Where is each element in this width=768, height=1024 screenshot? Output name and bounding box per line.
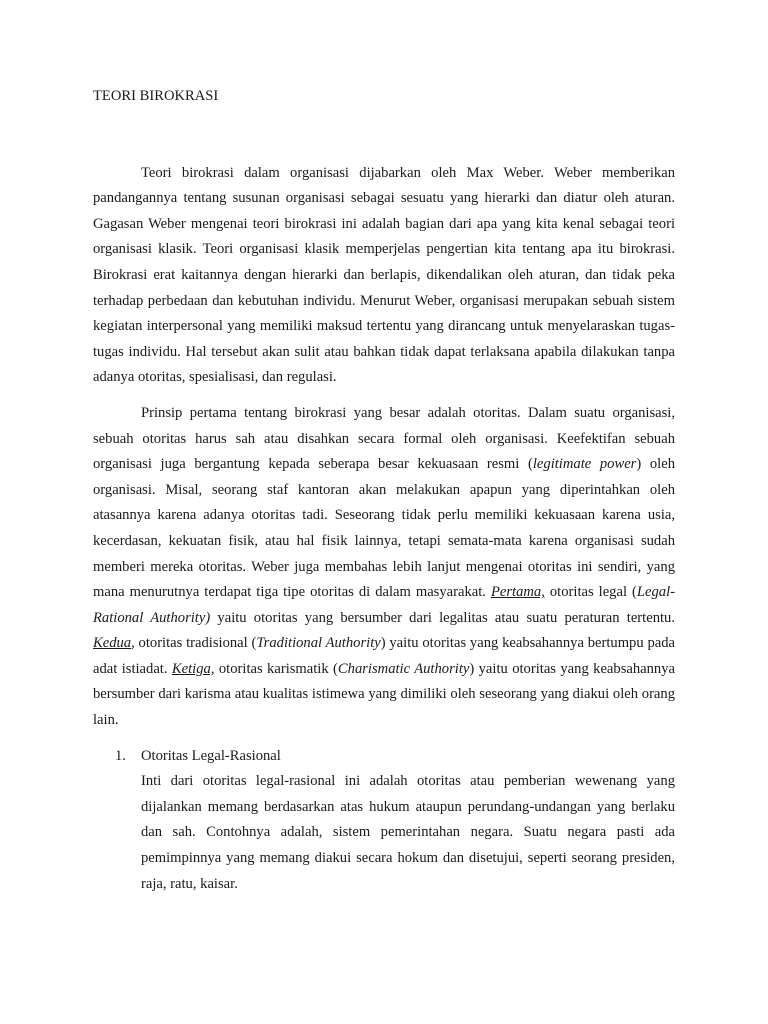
term-legitimate-power: legitimate power xyxy=(532,456,637,473)
paragraph-text: ) yaitu otoritas yang keabsahannya bersumber dari karisma atau kualitas istimewa yang dimiliki oleh seseorang yang diakui oleh orang lain. xyxy=(93,660,675,729)
term-pertama: Pertama, xyxy=(490,584,545,601)
list-heading: Otoritas Legal-Rasional xyxy=(141,747,281,764)
list-item xyxy=(93,744,675,898)
paragraph-authority xyxy=(93,401,675,734)
paragraph-text: ) oleh organisasi. Misal, seorang staf kantoran akan melakukan apapun yang diperintahkan oleh atasannya karena adanya otoritas tadi. Seseorang tidak perlu memiliki kekuasaan karena usia, kecerdasan, kekuatan fisik, atau hal fisik lainnya, tetapi semata-mata karena organisasi sudah memberi mereka otoritas. Weber juga membahas lebih lanjut mengenai otoritas ini sendiri, yang mana menurutnya terdapat tiga tipe otoritas di dalam masyarakat. xyxy=(93,456,675,601)
numbered-list xyxy=(93,744,675,898)
paragraph-intro: Teori birokrasi dalam organisasi dijabarkan oleh Max Weber. Weber memberikan pandangannya tentang susunan organisasi sebagai sesuatu yang hierarki dan diatur oleh aturan. Gagasan Weber mengenai teori birokrasi ini adalah bagian dari apa yang kita kenal sebagai teori organisasi klasik. Teori organisasi klasik memperjelas pengertian kita tentang apa itu birokrasi. Birokrasi erat kaitannya dengan hierarki dan berlapis, dikendalikan oleh aturan, dan tidak peka terhadap perbedaan dan kebutuhan individu. Menurut Weber, organisasi merupakan sebuah sistem kegiatan interpersonal yang memiliki maksud tertentu yang dirancang untuk menyelaraskan tugas-tugas individu. Hal tersebut akan sulit atau bahkan tidak dapat terlaksana apabila dilakukan tanpa adanya otoritas, spesialisasi, dan regulasi. xyxy=(93,164,675,386)
document-title: TEORI BIROKRASI xyxy=(93,88,219,104)
term-kedua: Kedua xyxy=(93,635,132,652)
document-page xyxy=(93,84,675,897)
term-traditional-authority: Traditional Authority xyxy=(256,635,381,652)
term-ketiga: Ketiga, xyxy=(171,660,215,677)
term-charismatic-authority: Charismatic Authority xyxy=(337,660,470,677)
paragraph-text: yaitu otoritas yang bersumber dari legalitas atau suatu peraturan tertentu. xyxy=(210,609,675,626)
paragraph-text: Prinsip pertama tentang birokrasi yang besar adalah otoritas. Dalam suatu organisasi, sebuah otoritas harus sah atau disahkan secara formal oleh organisasi. Keefektifan sebuah organisasi juga bergantung kepada seberapa besar kekuasaan resmi ( xyxy=(93,404,675,473)
paragraph-text: otoritas legal ( xyxy=(544,584,637,601)
term-legal-rational-authority: Legal-Rational Authority) xyxy=(93,584,675,626)
list-number: 1. xyxy=(115,747,126,764)
list-body: Inti dari otoritas legal-rasional ini adalah otoritas atau pemberian wewenang yang dijalankan memang berdasarkan atas hukum ataupun perundang-undangan yang berlaku dan sah. Contohnya adalah, sistem pemerintahan negara. Suatu negara pasti ada pemimpinnya yang memang diakui secara hokum dan disetujui, seperti seorang presiden, raja, ratu, kaisar. xyxy=(141,773,675,892)
paragraph-text: , otoritas tradisional ( xyxy=(131,635,257,652)
paragraph-text: otoritas karismatik ( xyxy=(214,660,338,677)
paragraph-text: ) yaitu otoritas yang keabsahannya bertumpu pada adat istiadat. xyxy=(93,635,675,677)
